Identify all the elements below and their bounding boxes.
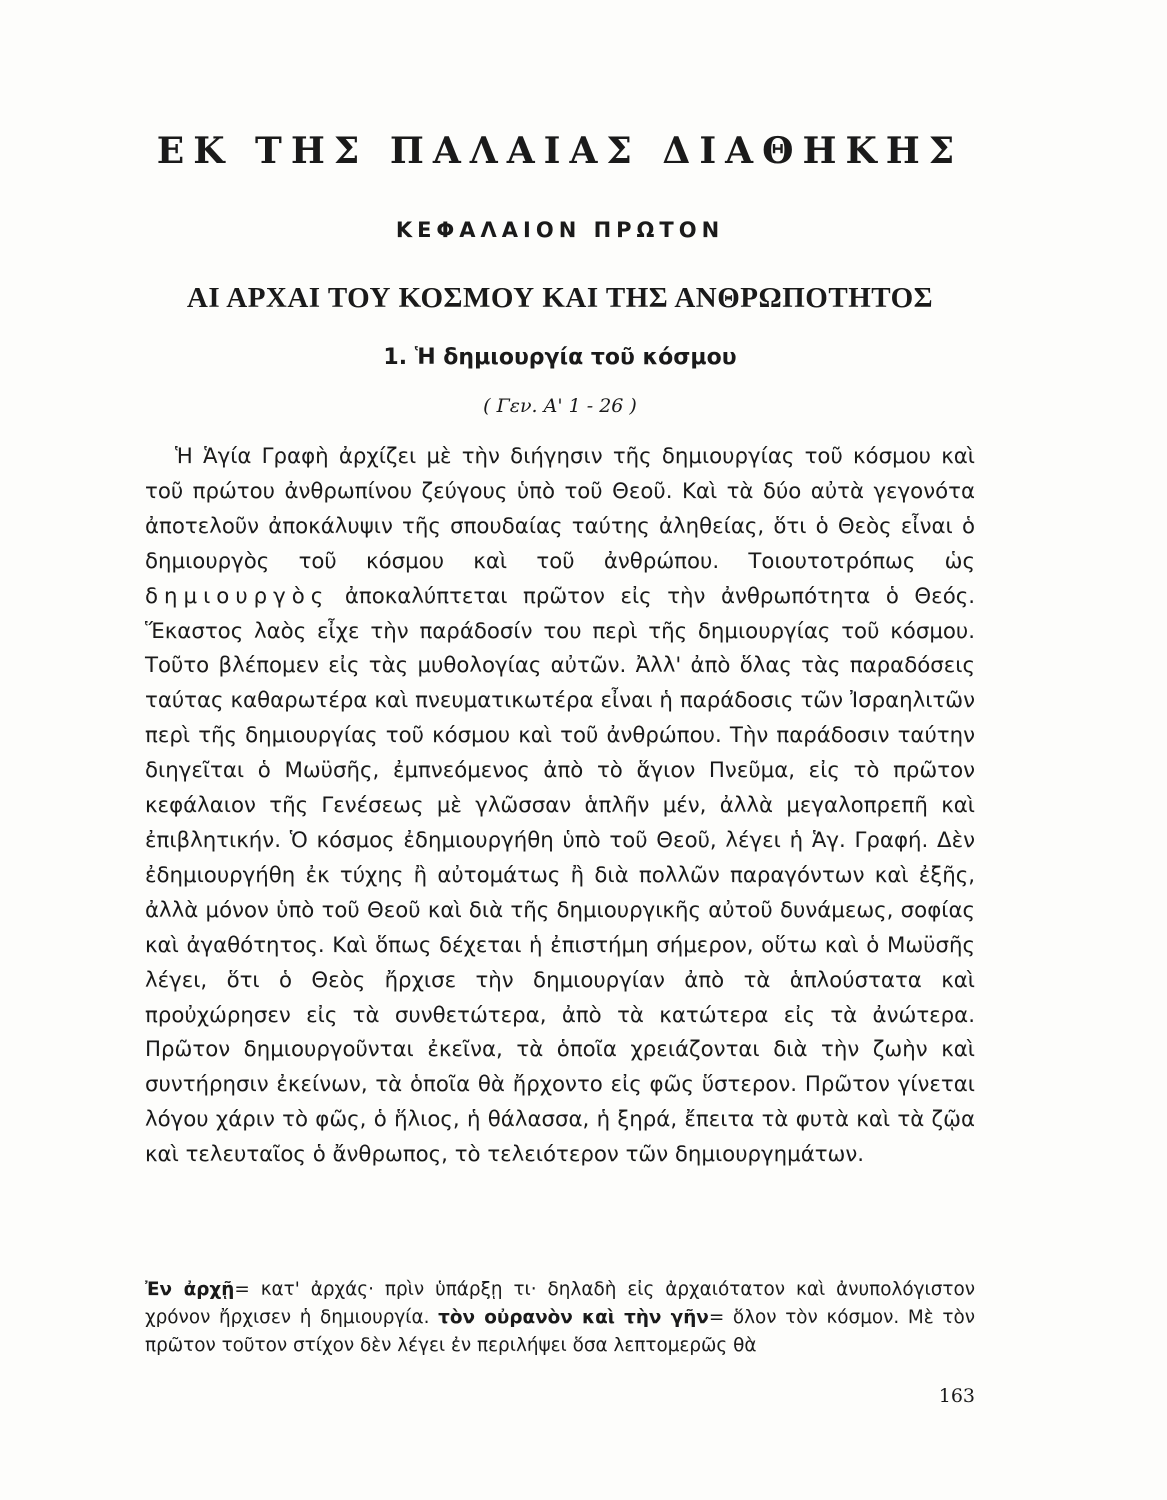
body-text-part2: ἀποκαλύπτεται πρῶτον εἰς τὴν ἀνθρωπότητα ὁ Θεός. Ἕκαστος λαὸς εἶχε τὴν παράδοσίν του περὶ τῆς δημιουργίας τοῦ κόσμου. Τοῦτο βλέπομεν εἰς τὰς μυθολογίας αὐτῶν. Ἀλλ' ἀπὸ ὅλας τὰς παραδόσεις ταύτας καθαρωτέρα καὶ πνευματικωτέρα εἶναι ἡ παράδοσις τῶν Ἰσραηλιτῶν περὶ τῆς δημιουργίας τοῦ κόσμου καὶ τοῦ ἀνθρώπου. Τὴν παράδοσιν ταύτην διηγεῖται ὁ Μωϋσῆς, ἐμπνεόμενος ἀπὸ τὸ ἅγιον Πνεῦμα, εἰς τὸ πρῶτον κεφάλαιον τῆς Γενέσεως μὲ γλῶσσαν ἁπλῆν μέν, ἀλλὰ μεγαλοπρεπῆ καὶ ἐπιβλητικήν. Ὁ κόσμος ἐδημιουργήθη ὑπὸ τοῦ Θεοῦ, λέγει ἡ Ἁγ. Γραφή. Δὲν ἐδημιουργήθη ἐκ τύχης ἢ αὐτομάτως ἢ διὰ πολλῶν παραγόντων καὶ ἐξῆς, ἀλλὰ μόνον ὑπὸ τοῦ Θεοῦ καὶ διὰ τῆς δημιουργικῆς αὐτοῦ δυνάμεως, σοφίας καὶ ἀγαθότητος. Καὶ ὅπως δέχεται ἡ ἐπιστήμη σήμερον, οὕτω καὶ ὁ Μωϋσῆς λέγει, ὅτι ὁ Θεὸς ἤρχισε τὴν δημιουργίαν ἀπὸ τὰ ἁπλούστατα καὶ προὐχώρησεν εἰς τὰ συνθετώτερα, ἀπὸ τὰ κατώτερα εἰς τὰ ἀνώτερα. Πρῶτον δημιουργοῦνται ἐκεῖνα, τὰ ὁποῖα χρειάζονται διὰ τὴν ζωὴν καὶ συντήρησιν ἐκείνων, τὰ ὁποῖα θὰ ἤρχοντο εἰς φῶς ὕστερον. Πρῶτον γίνεται λόγου χάριν τὸ φῶς, ὁ ἥλιος, ἡ θάλασσα, ἡ ξηρά, ἔπειτα τὰ φυτὰ καὶ τὰ ζῷα καὶ τελευταῖος ὁ ἄνθρωπος, τὸ τελειότερον τῶν δημιουργημάτων.: [145, 583, 975, 1168]
body-text-spaced-word: δημιουργὸς: [145, 583, 330, 609]
page-title: ΕΚ ΤΗΣ ΠΑΛΑΙΑΣ ΔΙΑΘΗΚΗΣ: [156, 130, 964, 172]
note-text-2: = ὅλον τὸν κόσμον. Μὲ τὸν πρῶτον τοῦτον στίχον δὲν λέγει ἐν περιλήψει ὅσα λεπτομερῶς θὰ: [145, 1307, 975, 1356]
page-number: 163: [938, 1385, 975, 1407]
note-term-1: Ἐν ἀρχῇ: [145, 1279, 235, 1300]
note-term-2: τὸν οὐρανὸν καὶ τὴν γῆν: [438, 1307, 709, 1328]
body-paragraph: [145, 440, 975, 1173]
body-text-part1: Ἡ Ἁγία Γραφὴ ἀρχίζει μὲ τὴν διήγησιν τῆς δημιουργίας τοῦ κόσμου καὶ τοῦ πρώτου ἀνθρωπίνου ζεύγους ὑπὸ τοῦ Θεοῦ. Καὶ τὰ δύο αὐτὰ γεγονότα ἀποτελοῦν ἀποκάλυψιν τῆς σπουδαίας ταύτης ἀληθείας, ὅτι ὁ Θεὸς εἶναι ὁ δημιουργὸς τοῦ κόσμου καὶ τοῦ ἀνθρώπου. Τοιουτοτρόπως ὡς: [145, 444, 975, 574]
chapter-heading: ΚΕΦΑΛΑΙΟΝ ΠΡΩΤΟΝ: [395, 218, 725, 242]
footnotes: [145, 1276, 975, 1360]
part-title: ΑΙ ΑΡΧΑΙ ΤΟΥ ΚΟΣΜΟΥ ΚΑΙ ΤΗΣ ΑΝΘΡΩΠΟΤΗΤΟΣ: [186, 282, 934, 314]
section-title: 1. Ἡ δημιουργία τοῦ κόσμου: [383, 345, 737, 370]
scripture-reference: ( Γεν. Α' 1 - 26 ): [483, 395, 637, 417]
note-text-1: = κατ' ἀρχάς· πρὶν ὑπάρξῃ τι· δηλαδὴ εἰς ἀρχαιότατον καὶ ἀνυπολόγιστον χρόνον ἤρχισεν ἡ δημιουργία.: [145, 1279, 975, 1328]
